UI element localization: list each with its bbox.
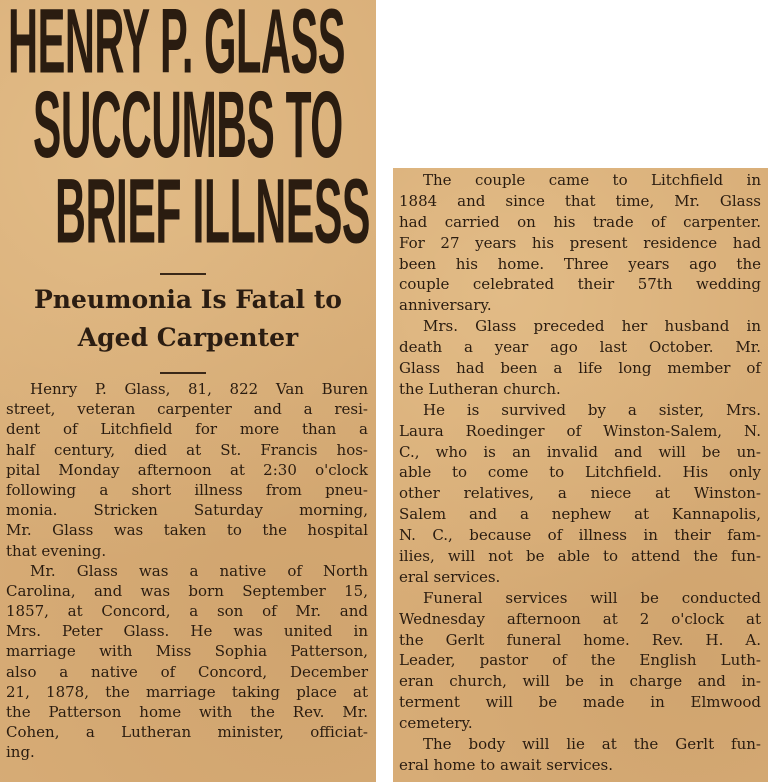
text-line: street, veteran carpenter and a resi- [6,400,368,419]
text-line: Mrs. Peter Glass. He was united in [6,622,368,641]
text-line: death a year ago last October. Mr. [399,338,761,357]
text-line: For 27 years his present residence had [399,233,761,252]
text-line: Mrs. Glass preceded her husband in [423,317,761,336]
text-line: Leader, pastor of the English Luth- [399,651,761,670]
subhead-line-2: Aged Carpenter [77,323,299,352]
text-line: eran church, will be in charge and in- [399,672,761,691]
text-line: the Gerlt funeral home. Rev. H. A. [399,630,761,649]
subhead-line-1: Pneumonia Is Fatal to [34,285,342,314]
text-line: Laura Roedinger of Winston-Salem, N. [399,421,761,440]
text-line: anniversary. [399,296,492,315]
text-line: Carolina, and was born September 15, [6,581,368,600]
text-line: pital Monday afternoon at 2:30 o'clock [6,460,368,479]
headline-line-3: BRIEF ILLNESS [55,159,371,263]
text-line: The couple came to Litchfield in [423,171,761,189]
headline-line-1: HENRY P. GLASS [8,0,346,93]
text-line: dent of Litchfield for more than a [6,420,368,439]
text-line: Cohen, a Lutheran minister, officiat- [6,723,368,742]
text-line: Salem and a nephew at Kannapolis, [399,505,761,524]
text-line: the Patterson home with the Rev. Mr. [6,703,368,721]
text-line: Mr. Glass was a native of North [30,561,368,580]
article-body-right [399,170,761,776]
left-column [0,0,376,782]
article-body-left [6,379,368,763]
text-line: terment will be made in Elmwood [399,693,761,712]
divider-rule [160,273,206,275]
divider-rule [160,372,206,374]
text-line: Glass had been a life long member of [399,359,761,378]
text-line: ing. [6,743,35,762]
text-line: N. C., because of illness in their fam- [399,526,761,545]
text-line: eral home to await services. [399,755,614,774]
text-line: that evening. [6,541,107,560]
text-line: Funeral services will be conducted [423,588,761,607]
headline-line-2: SUCCUMBS TO [33,70,343,178]
text-line: monia. Stricken Saturday morning, [6,501,368,520]
text-line: ilies, will not be able to attend the fun- [399,547,761,566]
text-line: also a native of Concord, December [6,662,368,681]
text-line: half century, died at St. Francis hos- [6,440,368,459]
text-line: C., who is an invalid and will be un- [399,442,761,461]
text-line: 1857, at Concord, a son of Mr. and [6,602,368,621]
text-line: cemetery. [399,714,473,733]
text-line: eral services. [399,567,501,586]
text-line: following a short illness from pneu- [6,480,368,499]
text-line: 1884 and since that time, Mr. Glass [399,191,761,210]
text-line: 21, 1878, the marriage taking place at [6,682,368,701]
text-line: He is survived by a sister, Mrs. [423,400,761,419]
right-column [393,168,768,782]
text-line: able to come to Litchfield. His only [399,463,761,482]
text-line: The body will lie at the Gerlt fun- [423,735,761,754]
text-line: had carried on his trade of carpenter. [399,212,761,231]
text-line: marriage with Miss Sophia Patterson, [6,642,368,661]
text-line: Mr. Glass was taken to the hospital [6,521,368,540]
text-line: the Lutheran church. [399,379,561,398]
text-line: been his home. Three years ago the [399,254,761,273]
text-line: couple celebrated their 57th wedding [399,275,761,294]
text-line: Wednesday afternoon at 2 o'clock at [399,609,761,628]
text-line: Henry P. Glass, 81, 822 Van Buren [30,380,368,398]
text-line: other relatives, a niece at Winston- [399,484,761,503]
